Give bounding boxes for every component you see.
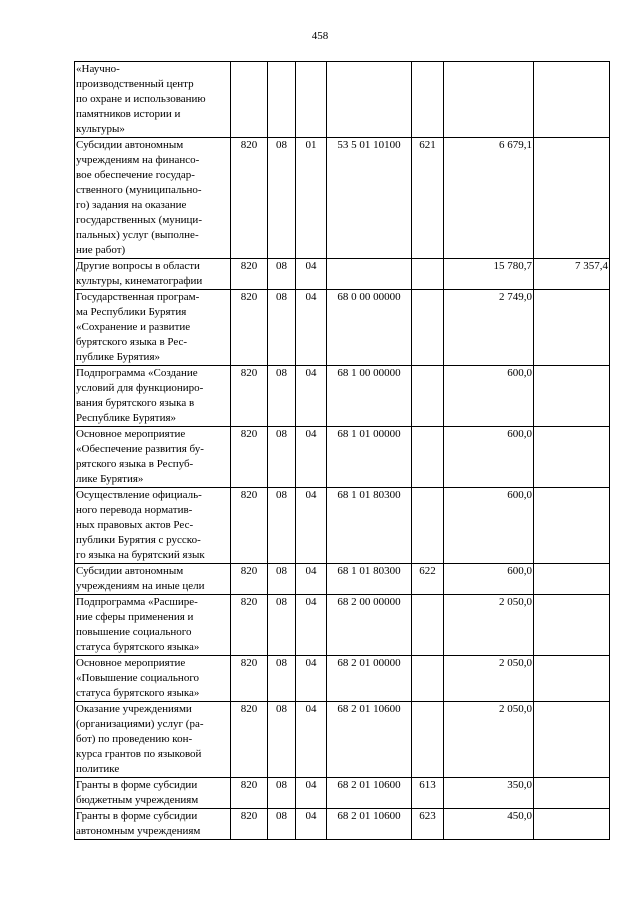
table-row — [75, 488, 610, 564]
cell-rz: 08 — [268, 778, 296, 809]
cell-sum-2 — [534, 778, 610, 809]
cell-ved: 820 — [231, 366, 268, 427]
cell-sum-2 — [534, 290, 610, 366]
cell-csr: 68 1 00 00000 — [327, 366, 412, 427]
cell-pr: 04 — [296, 595, 327, 656]
cell-name: Основное мероприятие «Повышение социального статуса бурятского языка» — [75, 656, 231, 702]
cell-sum-2 — [534, 427, 610, 488]
cell-sum-1: 2 050,0 — [444, 702, 534, 778]
cell-sum-1: 600,0 — [444, 366, 534, 427]
cell-sum-2 — [534, 702, 610, 778]
cell-csr: 68 0 00 00000 — [327, 290, 412, 366]
cell-pr: 04 — [296, 778, 327, 809]
table-row — [75, 702, 610, 778]
cell-ved: 820 — [231, 138, 268, 259]
cell-pr: 04 — [296, 290, 327, 366]
cell-sum-1: 6 679,1 — [444, 138, 534, 259]
cell-vr — [412, 427, 444, 488]
cell-sum-1 — [444, 62, 534, 138]
cell-sum-1: 600,0 — [444, 427, 534, 488]
cell-name: Субсидии автономным учреждениям на иные цели — [75, 564, 231, 595]
cell-pr: 04 — [296, 366, 327, 427]
cell-name: Подпрограмма «Расшире- ние сферы применения и повышение социального статуса бурятского языка» — [75, 595, 231, 656]
cell-vr — [412, 656, 444, 702]
cell-pr: 04 — [296, 702, 327, 778]
cell-vr: 623 — [412, 809, 444, 840]
cell-sum-2 — [534, 488, 610, 564]
cell-name: Государственная програм- ма Республики Бурятия «Сохранение и развитие бурятского языка в Рес- публике Бурятия» — [75, 290, 231, 366]
cell-sum-2: 7 357,4 — [534, 259, 610, 290]
cell-vr: 622 — [412, 564, 444, 595]
cell-rz: 08 — [268, 488, 296, 564]
cell-csr: 68 2 01 00000 — [327, 656, 412, 702]
cell-rz: 08 — [268, 290, 296, 366]
table-row — [75, 366, 610, 427]
cell-sum-1: 2 749,0 — [444, 290, 534, 366]
cell-sum-1: 350,0 — [444, 778, 534, 809]
cell-name: Основное мероприятие «Обеспечение развития бу- рятского языка в Респуб- лике Бурятия» — [75, 427, 231, 488]
table-row — [75, 427, 610, 488]
cell-pr: 04 — [296, 427, 327, 488]
cell-sum-1: 2 050,0 — [444, 656, 534, 702]
cell-vr — [412, 259, 444, 290]
cell-sum-2 — [534, 595, 610, 656]
cell-pr — [296, 62, 327, 138]
cell-name: Субсидии автономным учреждениям на финансо- вое обеспечение государ- ственного (муниципально- го) задания на оказание государственных (муници- пальных) услуг (выполне- ние работ) — [75, 138, 231, 259]
table-row — [75, 138, 610, 259]
cell-rz: 08 — [268, 427, 296, 488]
cell-csr — [327, 259, 412, 290]
cell-ved: 820 — [231, 702, 268, 778]
cell-rz — [268, 62, 296, 138]
page-number: 458 — [311, 30, 329, 42]
cell-rz: 08 — [268, 138, 296, 259]
cell-name: Другие вопросы в области культуры, кинематографии — [75, 259, 231, 290]
cell-rz: 08 — [268, 595, 296, 656]
table-row — [75, 595, 610, 656]
cell-name: Подпрограмма «Создание условий для функциониро- вания бурятского языка в Республике Бурятия» — [75, 366, 231, 427]
cell-rz: 08 — [268, 366, 296, 427]
cell-ved: 820 — [231, 595, 268, 656]
cell-sum-2 — [534, 366, 610, 427]
cell-name: Гранты в форме субсидии автономным учреждениям — [75, 809, 231, 840]
cell-csr: 68 2 01 10600 — [327, 702, 412, 778]
cell-rz: 08 — [268, 702, 296, 778]
cell-rz: 08 — [268, 809, 296, 840]
cell-csr: 68 2 00 00000 — [327, 595, 412, 656]
budget-table — [74, 61, 610, 840]
cell-csr: 68 1 01 80300 — [327, 488, 412, 564]
cell-sum-2 — [534, 62, 610, 138]
cell-name: Гранты в форме субсидии бюджетным учреждениям — [75, 778, 231, 809]
table-row — [75, 778, 610, 809]
cell-ved: 820 — [231, 778, 268, 809]
cell-rz: 08 — [268, 259, 296, 290]
cell-vr: 621 — [412, 138, 444, 259]
cell-vr — [412, 488, 444, 564]
cell-pr: 04 — [296, 488, 327, 564]
cell-sum-1: 15 780,7 — [444, 259, 534, 290]
cell-rz: 08 — [268, 656, 296, 702]
cell-vr — [412, 702, 444, 778]
cell-ved: 820 — [231, 488, 268, 564]
cell-sum-1: 450,0 — [444, 809, 534, 840]
table-row — [75, 62, 610, 138]
cell-pr: 04 — [296, 564, 327, 595]
cell-csr: 68 1 01 80300 — [327, 564, 412, 595]
budget-table-body — [75, 62, 610, 840]
cell-csr: 53 5 01 10100 — [327, 138, 412, 259]
cell-ved: 820 — [231, 259, 268, 290]
cell-csr: 68 1 01 00000 — [327, 427, 412, 488]
cell-ved: 820 — [231, 290, 268, 366]
cell-rz: 08 — [268, 564, 296, 595]
cell-ved: 820 — [231, 427, 268, 488]
table-row — [75, 809, 610, 840]
cell-sum-2 — [534, 564, 610, 595]
cell-sum-2 — [534, 809, 610, 840]
cell-name: Оказание учреждениями (организациями) услуг (ра- бот) по проведению кон- курса грантов по языковой политике — [75, 702, 231, 778]
cell-csr: 68 2 01 10600 — [327, 809, 412, 840]
table-row — [75, 259, 610, 290]
table-row — [75, 290, 610, 366]
cell-vr: 613 — [412, 778, 444, 809]
cell-pr: 04 — [296, 259, 327, 290]
cell-vr — [412, 366, 444, 427]
cell-ved: 820 — [231, 564, 268, 595]
cell-pr: 01 — [296, 138, 327, 259]
cell-ved — [231, 62, 268, 138]
cell-vr — [412, 62, 444, 138]
cell-sum-1: 600,0 — [444, 564, 534, 595]
cell-sum-1: 2 050,0 — [444, 595, 534, 656]
cell-ved: 820 — [231, 656, 268, 702]
cell-sum-2 — [534, 138, 610, 259]
cell-sum-2 — [534, 656, 610, 702]
cell-csr: 68 2 01 10600 — [327, 778, 412, 809]
cell-name: Осуществление официаль- ного перевода норматив- ных правовых актов Рес- публики Бурятия с русско- го языка на бурятский язык — [75, 488, 231, 564]
cell-sum-1: 600,0 — [444, 488, 534, 564]
cell-csr — [327, 62, 412, 138]
table-row — [75, 564, 610, 595]
cell-vr — [412, 290, 444, 366]
cell-name: «Научно- производственный центр по охране и использованию памятников истории и культуры» — [75, 62, 231, 138]
cell-pr: 04 — [296, 809, 327, 840]
cell-ved: 820 — [231, 809, 268, 840]
cell-pr: 04 — [296, 656, 327, 702]
cell-vr — [412, 595, 444, 656]
table-row — [75, 656, 610, 702]
